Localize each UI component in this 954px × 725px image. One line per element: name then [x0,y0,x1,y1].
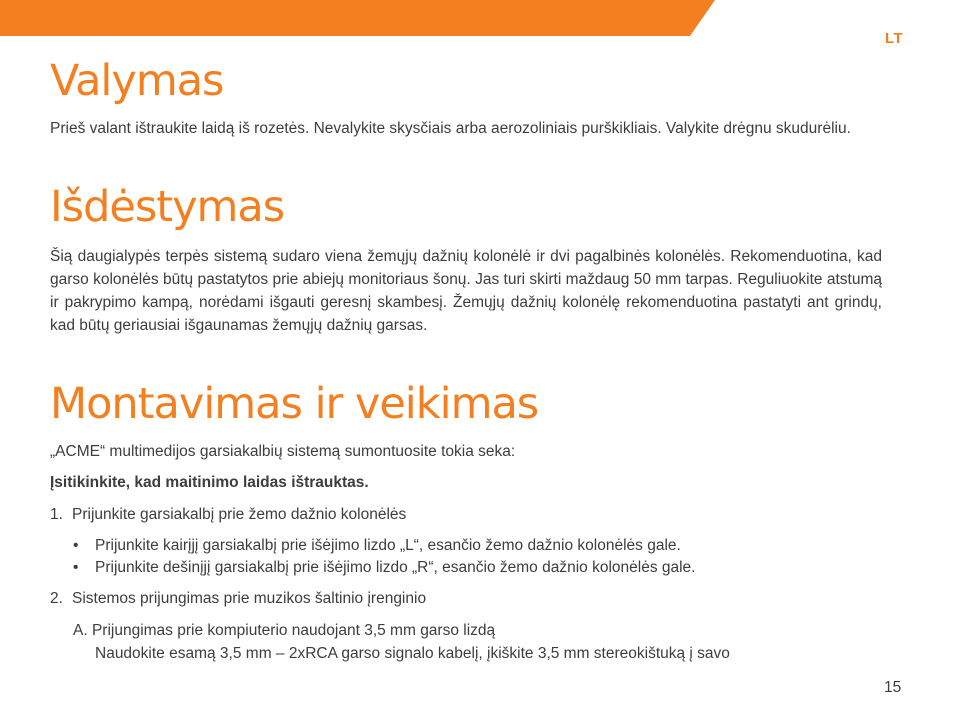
step-2-number: 2. [50,590,63,607]
bullet-icon: • [73,537,79,554]
bullet-icon: • [73,559,79,576]
bullet-left-text: Prijunkite kairįjį garsiakalbį prie išėjimo lizdo „L“, esančio žemo dažnio kolonėlės gale. [95,537,681,554]
section-title-valymas: Valymas [50,56,224,106]
substep-a-title: A. Prijungimas prie kompiuterio naudojant 3,5 mm garso lizdą [73,622,496,639]
substep-a-detail: Naudokite esamą 3,5 mm – 2xRCA garso signalo kabelį, įkiškite 3,5 mm stereokištuką į savo [95,645,730,662]
step-1-text: Prijunkite garsiakalbį prie žemo dažnio kolonėlės [72,506,407,523]
step-1-number: 1. [50,506,63,523]
valymas-body: Prieš valant ištraukite laidą iš rozetės. Nevalykite skysčiais arba aerozoliniais purškikliais. Valykite drėgnu skudurėliu. [50,120,851,137]
section-title-isdestymas: Išdėstymas [50,182,285,232]
montavimas-warning: Įsitikinkite, kad maitinimo laidas ištrauktas. [50,474,369,491]
isdestymas-body: Šią daugialypės terpės sistemą sudaro viena žemųjų dažnių kolonėlė ir dvi pagalbinės kolonėlės. Rekomenduotina, kad garso kolonėlės būtų pastatytos prie abiejų monitoriaus šonų. Jas turi skirti maždaug 50 mm tarpas. Reguliuokite atstumą ir pakrypimo kampą, norėdami išgauti geresnį skambesį. Žemųjų dažnių kolonėlę rekomenduotina pastatyti ant grindų, kad būtų geriausiai išgaunamas žemųjų dažnių garsas. [50,248,882,334]
language-code: LT [885,30,904,47]
step-1 [50,503,406,526]
step-2-text: Sistemos prijungimas prie muzikos šaltinio įrenginio [72,590,427,607]
bullet-right-text: Prijunkite dešinįjį garsiakalbį prie išėjimo lizdo „R“, esančio žemo dažnio kolonėlės gale. [95,559,696,576]
page-number: 15 [884,679,902,696]
header-band [0,0,954,36]
montavimas-intro: „ACME“ multimedijos garsiakalbių sistemą sumontuosite tokia seka: [50,443,516,460]
bullet-item-left [73,534,681,557]
step-2 [50,587,426,610]
bullet-item-right [73,556,695,579]
section-title-montavimas: Montavimas ir veikimas [50,379,539,429]
